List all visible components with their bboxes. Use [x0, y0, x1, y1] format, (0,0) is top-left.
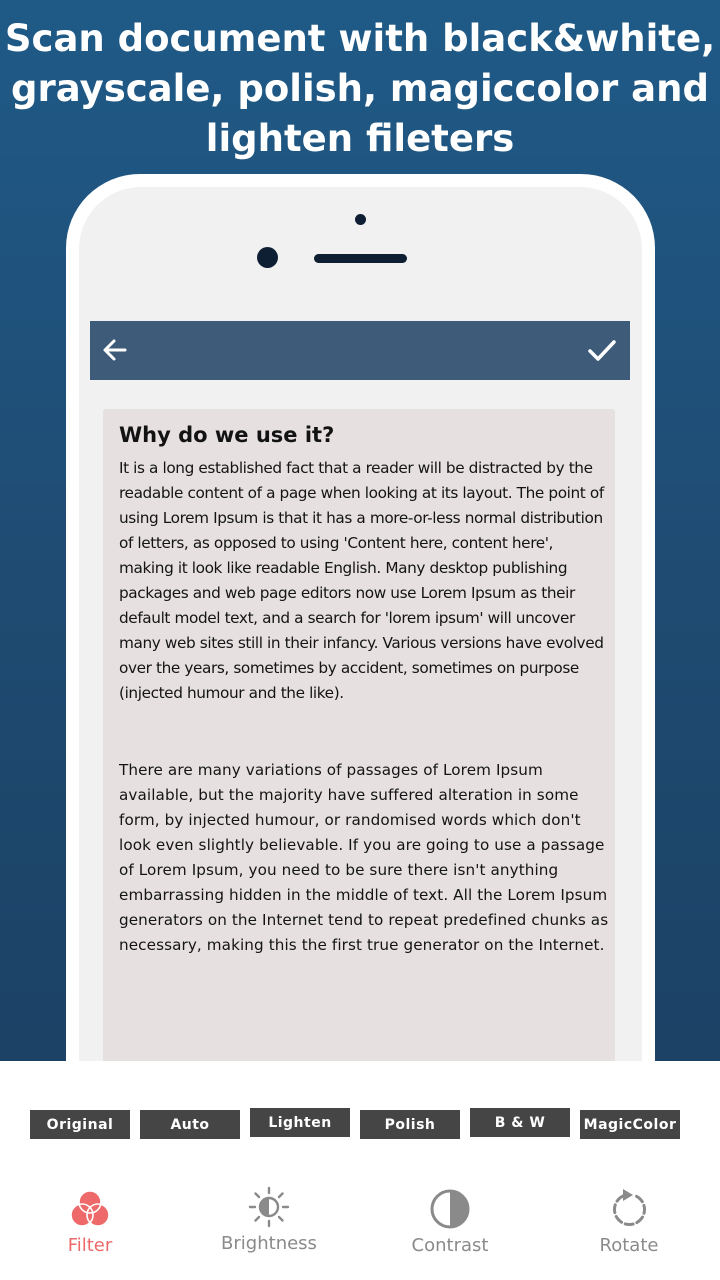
tool-filter-label: Filter — [67, 1235, 113, 1256]
tool-bar — [0, 1181, 720, 1280]
tool-brightness-label: Brightness — [221, 1233, 317, 1254]
filter-chip-lighten[interactable]: Lighten — [250, 1108, 350, 1137]
arrow-left-icon[interactable] — [100, 333, 130, 367]
headline-line-1: Scan document with black&white, — [4, 17, 716, 60]
filter-chip-bw[interactable]: B & W — [470, 1108, 570, 1137]
document-title: Why do we use it? — [119, 423, 335, 447]
phone-speaker — [314, 254, 407, 263]
phone-camera — [257, 247, 278, 268]
tool-contrast[interactable] — [390, 1181, 510, 1271]
filter-chip-magiccolor[interactable]: MagicColor — [580, 1110, 680, 1139]
tool-rotate[interactable] — [569, 1181, 689, 1271]
tool-brightness[interactable] — [209, 1179, 329, 1269]
document-paragraph-1: It is a long established fact that a reader will be distracted by the readable content of a page when looking at its layout. The point of using Lorem Ipsum is that it has a more-or-less normal distribution of letters, as opposed to using 'Content here, content here', making it look like readable English. Many desktop publishing packages and web page editors now use Lorem Ipsum as their default model text, and a search for 'lorem ipsum' will uncover many web sites still in their infancy. Various versions have evolved over the years, sometimes by accident, sometimes on purpose (injected humour and the like). — [119, 459, 604, 702]
filter-chip-auto[interactable]: Auto — [140, 1110, 240, 1139]
filter-icon — [68, 1187, 112, 1231]
bottom-panel — [0, 1061, 720, 1280]
headline — [0, 14, 720, 164]
document-preview — [103, 409, 615, 1069]
brightness-icon — [247, 1185, 291, 1229]
filter-chip-polish[interactable]: Polish — [360, 1110, 460, 1139]
phone-sensor-dot — [355, 214, 366, 225]
document-paragraph-2: There are many variations of passages of Lorem Ipsum available, but the majority have suffered alteration in some form, by injected humour, or randomised words which don't look even slightly believable. If you are going to use a passage of Lorem Ipsum, you need to be sure there isn't anything embarrassing hidden in the middle of text. All the Lorem Ipsum generators on the Internet tend to repeat predefined chunks as necessary, making this the first true generator on the Internet. — [119, 761, 609, 954]
tool-filter[interactable] — [30, 1181, 150, 1271]
tool-rotate-label: Rotate — [599, 1235, 659, 1256]
filter-chip-original[interactable]: Original — [30, 1110, 130, 1139]
app-bar — [90, 321, 630, 380]
rotate-icon — [607, 1187, 651, 1231]
headline-line-2: grayscale, polish, magiccolor and — [11, 67, 709, 110]
headline-line-3: lighten fileters — [205, 117, 515, 160]
tool-contrast-label: Contrast — [411, 1235, 489, 1256]
contrast-icon — [428, 1187, 472, 1231]
check-icon[interactable] — [586, 333, 618, 367]
